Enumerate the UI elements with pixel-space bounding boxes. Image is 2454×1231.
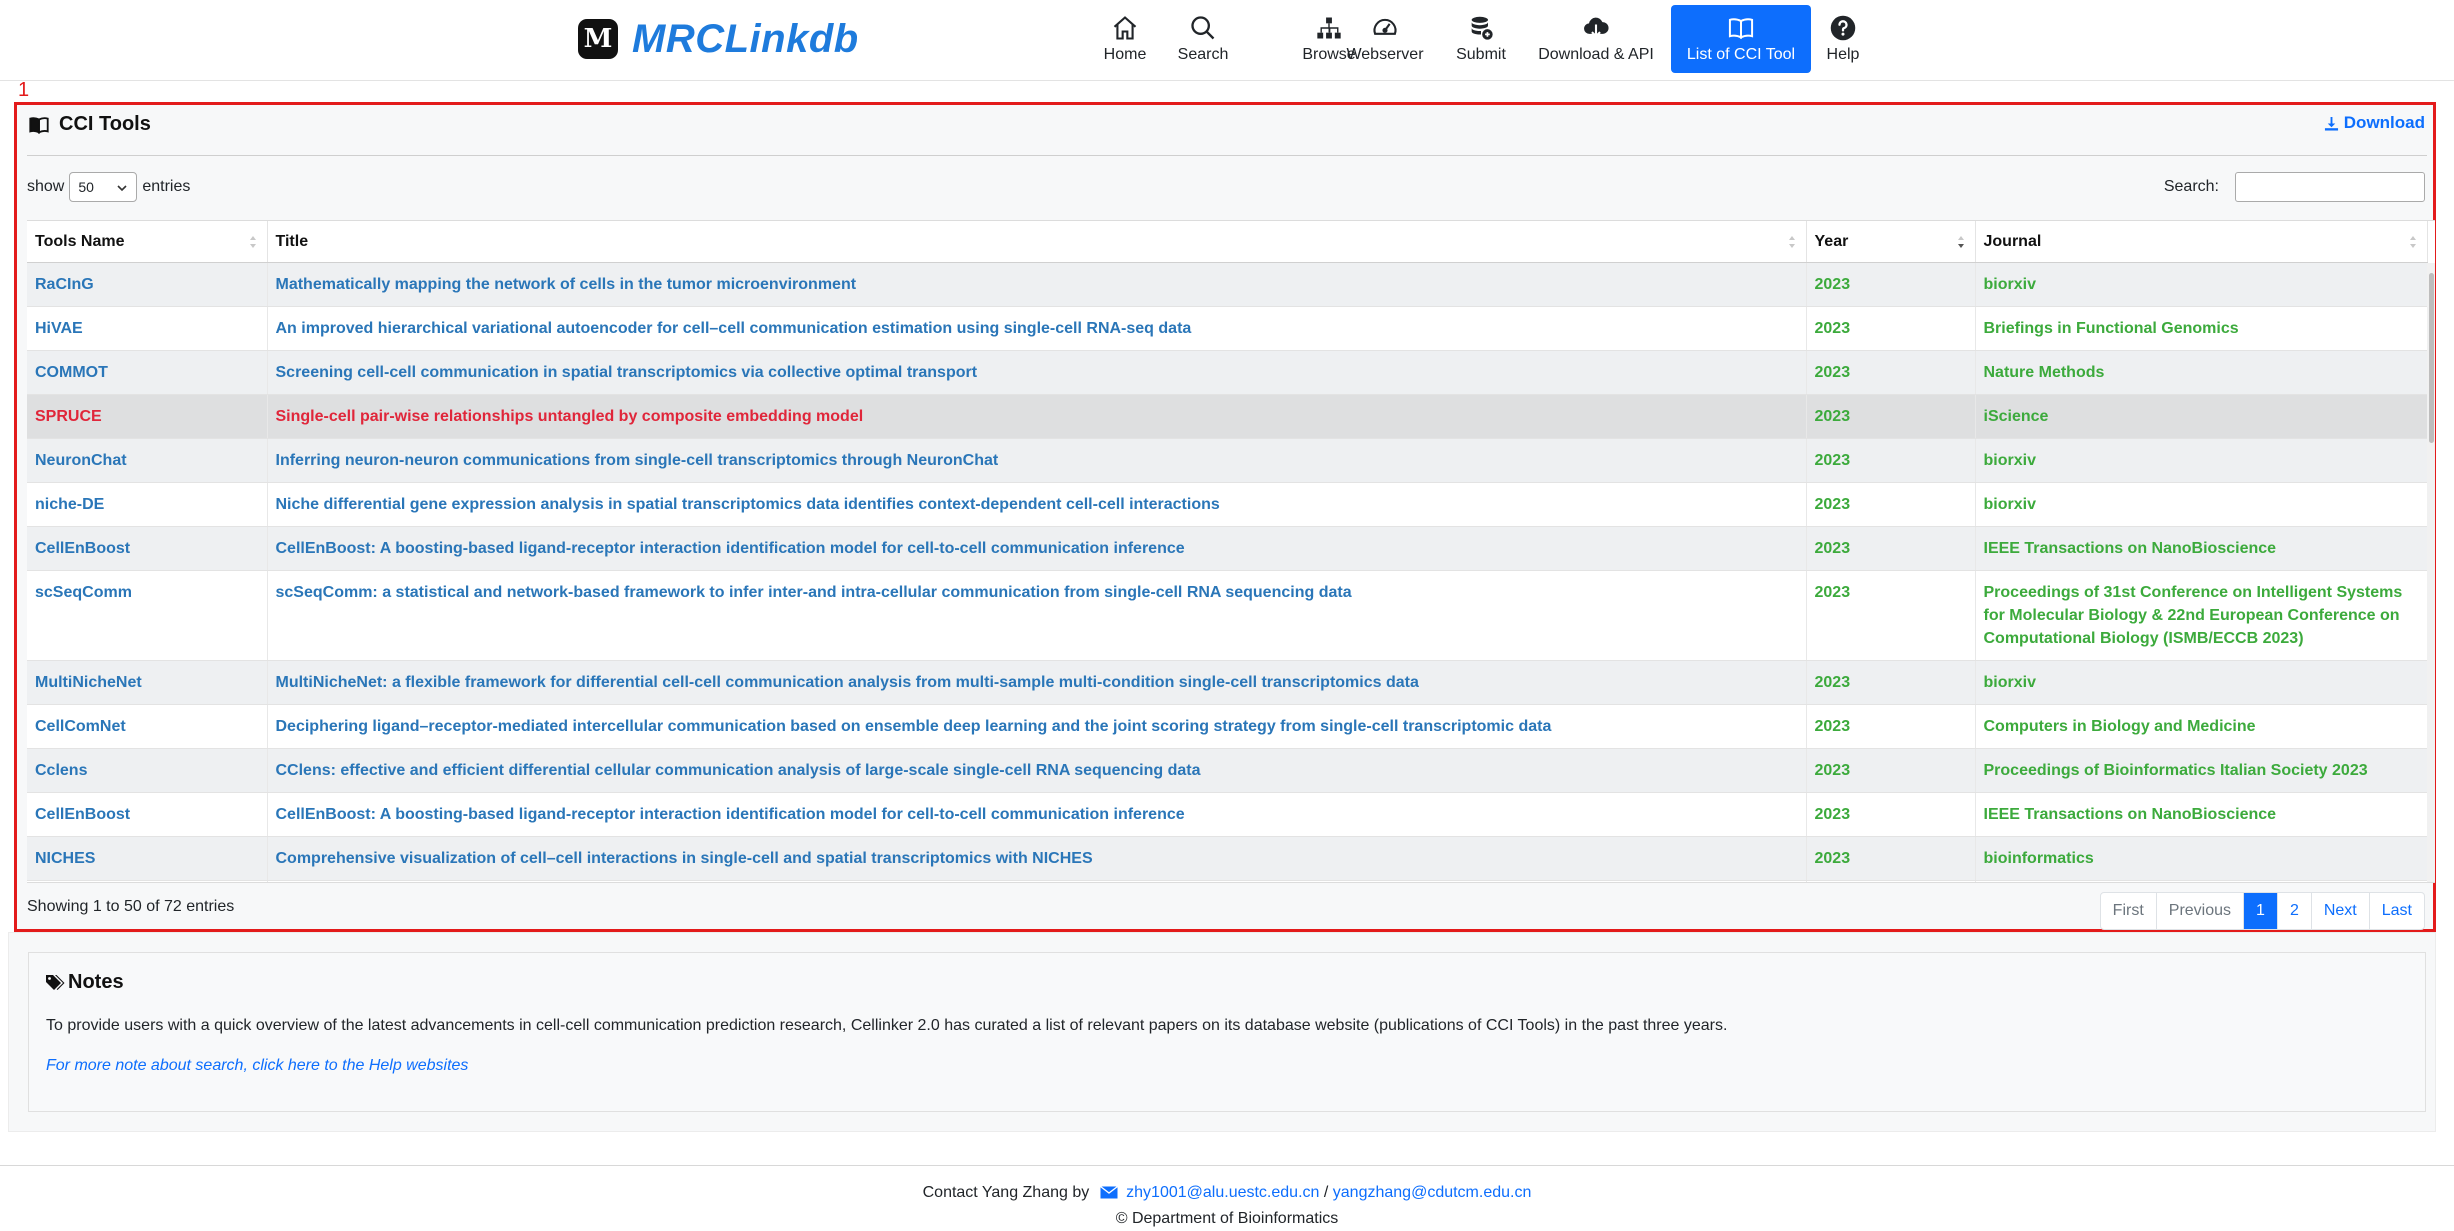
table-row[interactable] [27, 351, 2427, 395]
nav-submit[interactable] [1450, 5, 1512, 73]
table-row[interactable] [27, 837, 2427, 881]
card-title-text: CCI Tools [59, 113, 151, 135]
page-length-value: 50 [78, 179, 94, 195]
footer-copyright: © Department of Bioinformatics [1115, 1210, 1339, 1227]
book-icon [27, 114, 51, 136]
table-row[interactable] [27, 527, 2427, 571]
column-header-journal[interactable] [1975, 221, 2427, 263]
table-row[interactable] [27, 793, 2427, 837]
tool-name-link[interactable]: COMMOT [27, 351, 267, 395]
column-header-title[interactable] [267, 221, 1806, 263]
download-label: Download [2343, 113, 2425, 132]
year-cell: 2023 [1806, 263, 1975, 307]
search-input[interactable] [2235, 172, 2425, 202]
nav-submit-label: Submit [1456, 46, 1506, 63]
journal-cell: biorxiv [1975, 483, 2427, 527]
cloud-download-icon [1582, 14, 1610, 42]
nav-browse-label: Browse [1302, 46, 1356, 63]
sort-descending-icon [1957, 234, 1965, 250]
question-circle-icon [1829, 14, 1857, 42]
year-cell: 2023 [1806, 661, 1975, 705]
cci-tools-table-wrapper [27, 220, 2435, 883]
tool-name-link[interactable]: MultiNicheNet [27, 661, 267, 705]
paper-title-link[interactable]: An improved hierarchical variational autoencoder for cell–cell communication estimation using single-cell RNA-seq data [267, 307, 1806, 351]
database-icon [1467, 14, 1495, 42]
paper-title-link[interactable]: Screening cell-cell communication in spatial transcriptomics via collective optimal transport [267, 351, 1806, 395]
journal-cell: Proceedings of 31st Conference on Intelligent Systems for Molecular Biology & 22nd European Conference on Computational Biology (ISMB/ECCB 2023) [1975, 571, 2427, 661]
sort-icon [1788, 234, 1796, 250]
nav-webserver-label: Webserver [1346, 46, 1424, 63]
tool-name-link[interactable]: CellEnBoost [27, 793, 267, 837]
top-navbar [0, 0, 2454, 81]
speedometer-icon [1371, 14, 1399, 42]
pagination-page-2[interactable]: 2 [2277, 893, 2311, 929]
book-icon [1727, 14, 1755, 42]
column-header-label: Year [1814, 232, 1849, 250]
help-link[interactable]: For more note about search, click here to the Help websites [46, 1057, 469, 1074]
nav-webserver[interactable] [1342, 5, 1428, 73]
notes-title-text: Notes [68, 971, 124, 993]
card-divider [27, 155, 2427, 156]
journal-cell: biorxiv [1975, 263, 2427, 307]
year-cell: 2023 [1806, 351, 1975, 395]
tool-name-link[interactable]: SPRUCE [27, 395, 267, 439]
journal-cell: biorxiv [1975, 661, 2427, 705]
table-row[interactable] [27, 439, 2427, 483]
cci-tools-table [27, 221, 2428, 883]
tool-name-link[interactable]: NICHES [27, 837, 267, 881]
nav-download-api-label: Download & API [1538, 46, 1654, 63]
year-cell: 2023 [1806, 307, 1975, 351]
tool-name-link[interactable]: CellComNet [27, 705, 267, 749]
pagination-previous[interactable]: Previous [2156, 893, 2243, 929]
nav-home-label: Home [1103, 46, 1147, 63]
annotation-index-label: 1 [18, 79, 30, 101]
paper-title-link[interactable]: Deciphering ligand–receptor-mediated intercellular communication based on ensemble deep learning and the joint scoring strategy from single-cell transcriptomic data [267, 705, 1806, 749]
nav-search[interactable] [1172, 5, 1234, 73]
journal-cell [1975, 881, 2427, 884]
brand-logo: M [578, 19, 618, 59]
table-row-highlighted[interactable] [27, 395, 2427, 439]
nav-help[interactable] [1815, 5, 1871, 73]
column-header-label: Title [275, 232, 309, 250]
year-cell [1806, 881, 1975, 884]
email-separator: / [1323, 1184, 1329, 1201]
year-cell: 2023 [1806, 749, 1975, 793]
email-link-2[interactable]: yangzhang@cdutcm.edu.cn [1332, 1184, 1532, 1201]
table-row[interactable] [27, 661, 2427, 705]
tags-icon [45, 974, 65, 992]
column-header-label: Journal [1983, 232, 2042, 250]
journal-cell: IEEE Transactions on NanoBioscience [1975, 793, 2427, 837]
nav-help-label: Help [1826, 46, 1860, 63]
notes-title [45, 971, 124, 994]
paper-title-link[interactable]: Inferring neuron-neuron communications from single-cell transcriptomics through NeuronChat [267, 439, 1806, 483]
paper-title-link[interactable]: CellEnBoost: A boosting-based ligand-receptor interaction identification model for cell-to-cell communication inference [267, 527, 1806, 571]
year-cell: 2023 [1806, 705, 1975, 749]
contact-label: Contact Yang Zhang by [922, 1184, 1090, 1201]
page-length-select[interactable] [69, 172, 137, 202]
paper-title-link[interactable]: CellEnBoost: A boosting-based ligand-receptor interaction identification model for cell-to-cell communication inference [267, 793, 1806, 837]
tool-name-link[interactable] [27, 881, 267, 884]
nav-list-of-cci-tool-label: List of CCI Tool [1686, 46, 1796, 63]
column-header-label: Tools Name [35, 232, 125, 250]
search-label: Search: [2163, 178, 2219, 195]
search-icon [1189, 14, 1217, 42]
year-cell: 2023 [1806, 439, 1975, 483]
email-link-1[interactable]: zhy1001@alu.uestc.edu.cn [1126, 1184, 1320, 1201]
nav-home[interactable] [1094, 5, 1156, 73]
table-row[interactable] [27, 307, 2427, 351]
table-row[interactable] [27, 705, 2427, 749]
envelope-icon [1100, 1186, 1118, 1199]
year-cell: 2023 [1806, 571, 1975, 661]
tool-name-link[interactable]: scSeqComm [27, 571, 267, 661]
pagination-page-1[interactable]: 1 [2243, 893, 2277, 929]
tool-name-link[interactable]: CellEnBoost [27, 527, 267, 571]
notes-text: To provide users with a quick overview of the latest advancements in cell-cell communication prediction research, Cellinker 2.0 has curated a list of relevant papers on its database website (publications of CCI Tools) in the past three years. [46, 1017, 1728, 1034]
nav-list-of-cci-tool[interactable] [1671, 5, 1811, 73]
pagination [2100, 892, 2425, 930]
paper-title-link[interactable]: Mathematically mapping the network of cells in the tumor microenvironment [267, 263, 1806, 307]
download-icon [2324, 116, 2339, 131]
table-row[interactable] [27, 263, 2427, 307]
table-row[interactable] [27, 483, 2427, 527]
column-header-year[interactable] [1806, 221, 1975, 263]
paper-title-link[interactable]: Niche differential gene expression analysis in spatial transcriptomics data identifies context-dependent cell-cell interactions [267, 483, 1806, 527]
paper-title-link[interactable]: CClens: effective and efficient differential cellular communication analysis of large-scale single-cell RNA sequencing data [267, 749, 1806, 793]
journal-cell: Computers in Biology and Medicine [1975, 705, 2427, 749]
journal-cell: Briefings in Functional Genomics [1975, 307, 2427, 351]
notes-card [28, 952, 2426, 1112]
sort-icon [249, 234, 257, 250]
journal-cell: IEEE Transactions on NanoBioscience [1975, 527, 2427, 571]
year-cell: 2023 [1806, 837, 1975, 881]
table-search-control [2164, 172, 2425, 202]
sitemap-icon [1315, 14, 1343, 42]
paper-title-link[interactable]: Single-cell pair-wise relationships untangled by composite embedding model [267, 395, 1806, 439]
brand-name: MRCLinkdb [632, 16, 859, 61]
pagination-first[interactable]: First [2112, 902, 2144, 919]
table-row[interactable] [27, 881, 2427, 884]
year-cell: 2023 [1806, 527, 1975, 571]
paper-title-link[interactable]: scSeqComm: a statistical and network-based framework to infer inter-and intra-cellular communication from single-cell RNA sequencing data [267, 571, 1806, 661]
tool-name-link[interactable]: NeuronChat [27, 439, 267, 483]
year-cell: 2023 [1806, 395, 1975, 439]
tool-name-link[interactable]: niche-DE [27, 483, 267, 527]
paper-title-link[interactable]: Comprehensive visualization of cell–cell interactions in single-cell and spatial transcriptomics with NICHES [267, 837, 1806, 881]
footer-divider [0, 1165, 2454, 1166]
entries-label: entries [142, 178, 191, 195]
cci-tools-card [14, 102, 2436, 932]
tool-name-link[interactable]: RaCInG [27, 263, 267, 307]
table-info: Showing 1 to 50 of 72 entries [27, 898, 235, 915]
journal-cell: biorxiv [1975, 439, 2427, 483]
nav-search-label: Search [1177, 46, 1229, 63]
footer-contact [0, 1184, 2454, 1202]
pagination-last[interactable]: Last [2369, 893, 2424, 929]
journal-cell: iScience [1975, 395, 2427, 439]
table-row[interactable] [27, 749, 2427, 793]
table-scrollbar-thumb[interactable] [2429, 273, 2434, 443]
tool-name-link[interactable]: Cclens [27, 749, 267, 793]
pagination-next[interactable]: Next [2311, 893, 2369, 929]
journal-cell: Nature Methods [1975, 351, 2427, 395]
paper-title-link[interactable] [267, 881, 1806, 884]
chevron-down-icon [116, 182, 128, 194]
tool-name-link[interactable]: HiVAE [27, 307, 267, 351]
year-cell: 2023 [1806, 793, 1975, 837]
column-header-tools-name[interactable] [27, 221, 267, 263]
journal-cell: bioinformatics [1975, 837, 2427, 881]
download-link[interactable] [2324, 113, 2425, 133]
table-row[interactable] [27, 571, 2427, 661]
sort-icon [2409, 234, 2417, 250]
year-cell: 2023 [1806, 483, 1975, 527]
show-label: show [27, 178, 65, 195]
page-length-control [27, 172, 190, 202]
paper-title-link[interactable]: MultiNicheNet: a flexible framework for differential cell-cell communication analysis from multi-sample multi-condition single-cell transcriptomics data [267, 661, 1806, 705]
journal-cell: Proceedings of Bioinformatics Italian Society 2023 [1975, 749, 2427, 793]
home-icon [1111, 14, 1139, 42]
brand[interactable] [578, 14, 859, 64]
nav-download-api[interactable] [1531, 5, 1661, 73]
card-title [27, 113, 151, 136]
